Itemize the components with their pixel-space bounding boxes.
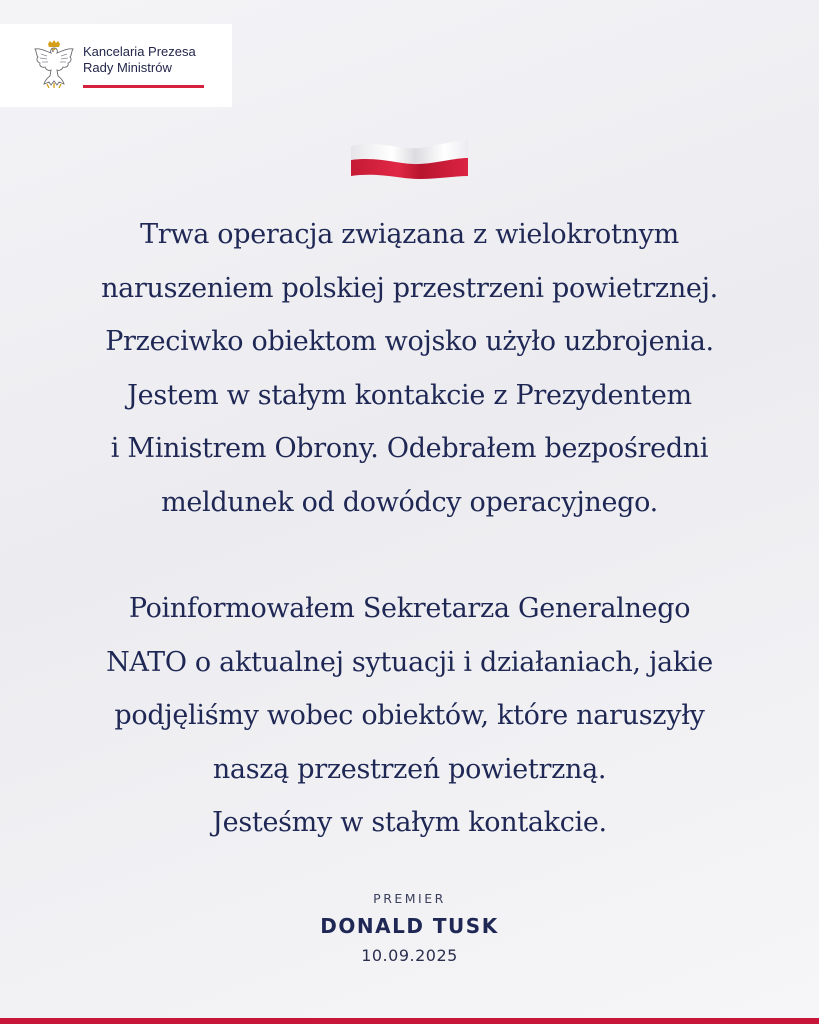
- statement-line: podjęliśmy wobec obiektów, które naruszyły: [114, 700, 705, 731]
- statement-text: [20, 208, 799, 850]
- signature-role: PREMIER: [373, 891, 446, 906]
- statement-paragraph-2: [20, 582, 799, 850]
- bottom-red-bar: [0, 1018, 819, 1024]
- logo-line-2: Rady Ministrów: [83, 60, 172, 75]
- statement-line: Przeciwko obiektom wojsko użyło uzbrojenia.: [105, 326, 714, 357]
- statement-line: Jestem w stałym kontakcie z Prezydentem: [127, 379, 692, 411]
- statement-line: naruszeniem polskiej przestrzeni powietrznej.: [101, 272, 718, 304]
- logo-red-rule: [83, 85, 204, 88]
- signature-block: [0, 888, 819, 970]
- statement-line: NATO o aktualnej sytuacji i działaniach, jakie: [106, 646, 713, 678]
- statement-line: Trwa operacja związana z wielokrotnym: [140, 219, 679, 250]
- logo-header: [0, 24, 232, 107]
- statement-line: Poinformowałem Sekretarza Generalnego: [128, 593, 691, 624]
- statement-line: meldunek od dowódcy operacyjnego.: [161, 486, 658, 518]
- statement-paragraph-1: [20, 208, 799, 529]
- statement-line: i Ministrem Obrony. Odebrałem bezpośredni: [110, 433, 709, 464]
- eagle-emblem-icon: [32, 40, 76, 90]
- statement-line: Jesteśmy w stałym kontakcie.: [212, 807, 607, 838]
- signature-name: DONALD TUSK: [320, 914, 499, 938]
- logo-line-1: Kancelaria Prezesa: [83, 44, 196, 59]
- statement-line: naszą przestrzeń powietrzną.: [212, 753, 607, 785]
- signature-date: 10.09.2025: [361, 946, 458, 965]
- logo-title: [83, 44, 196, 76]
- polish-flag-icon: [349, 138, 470, 180]
